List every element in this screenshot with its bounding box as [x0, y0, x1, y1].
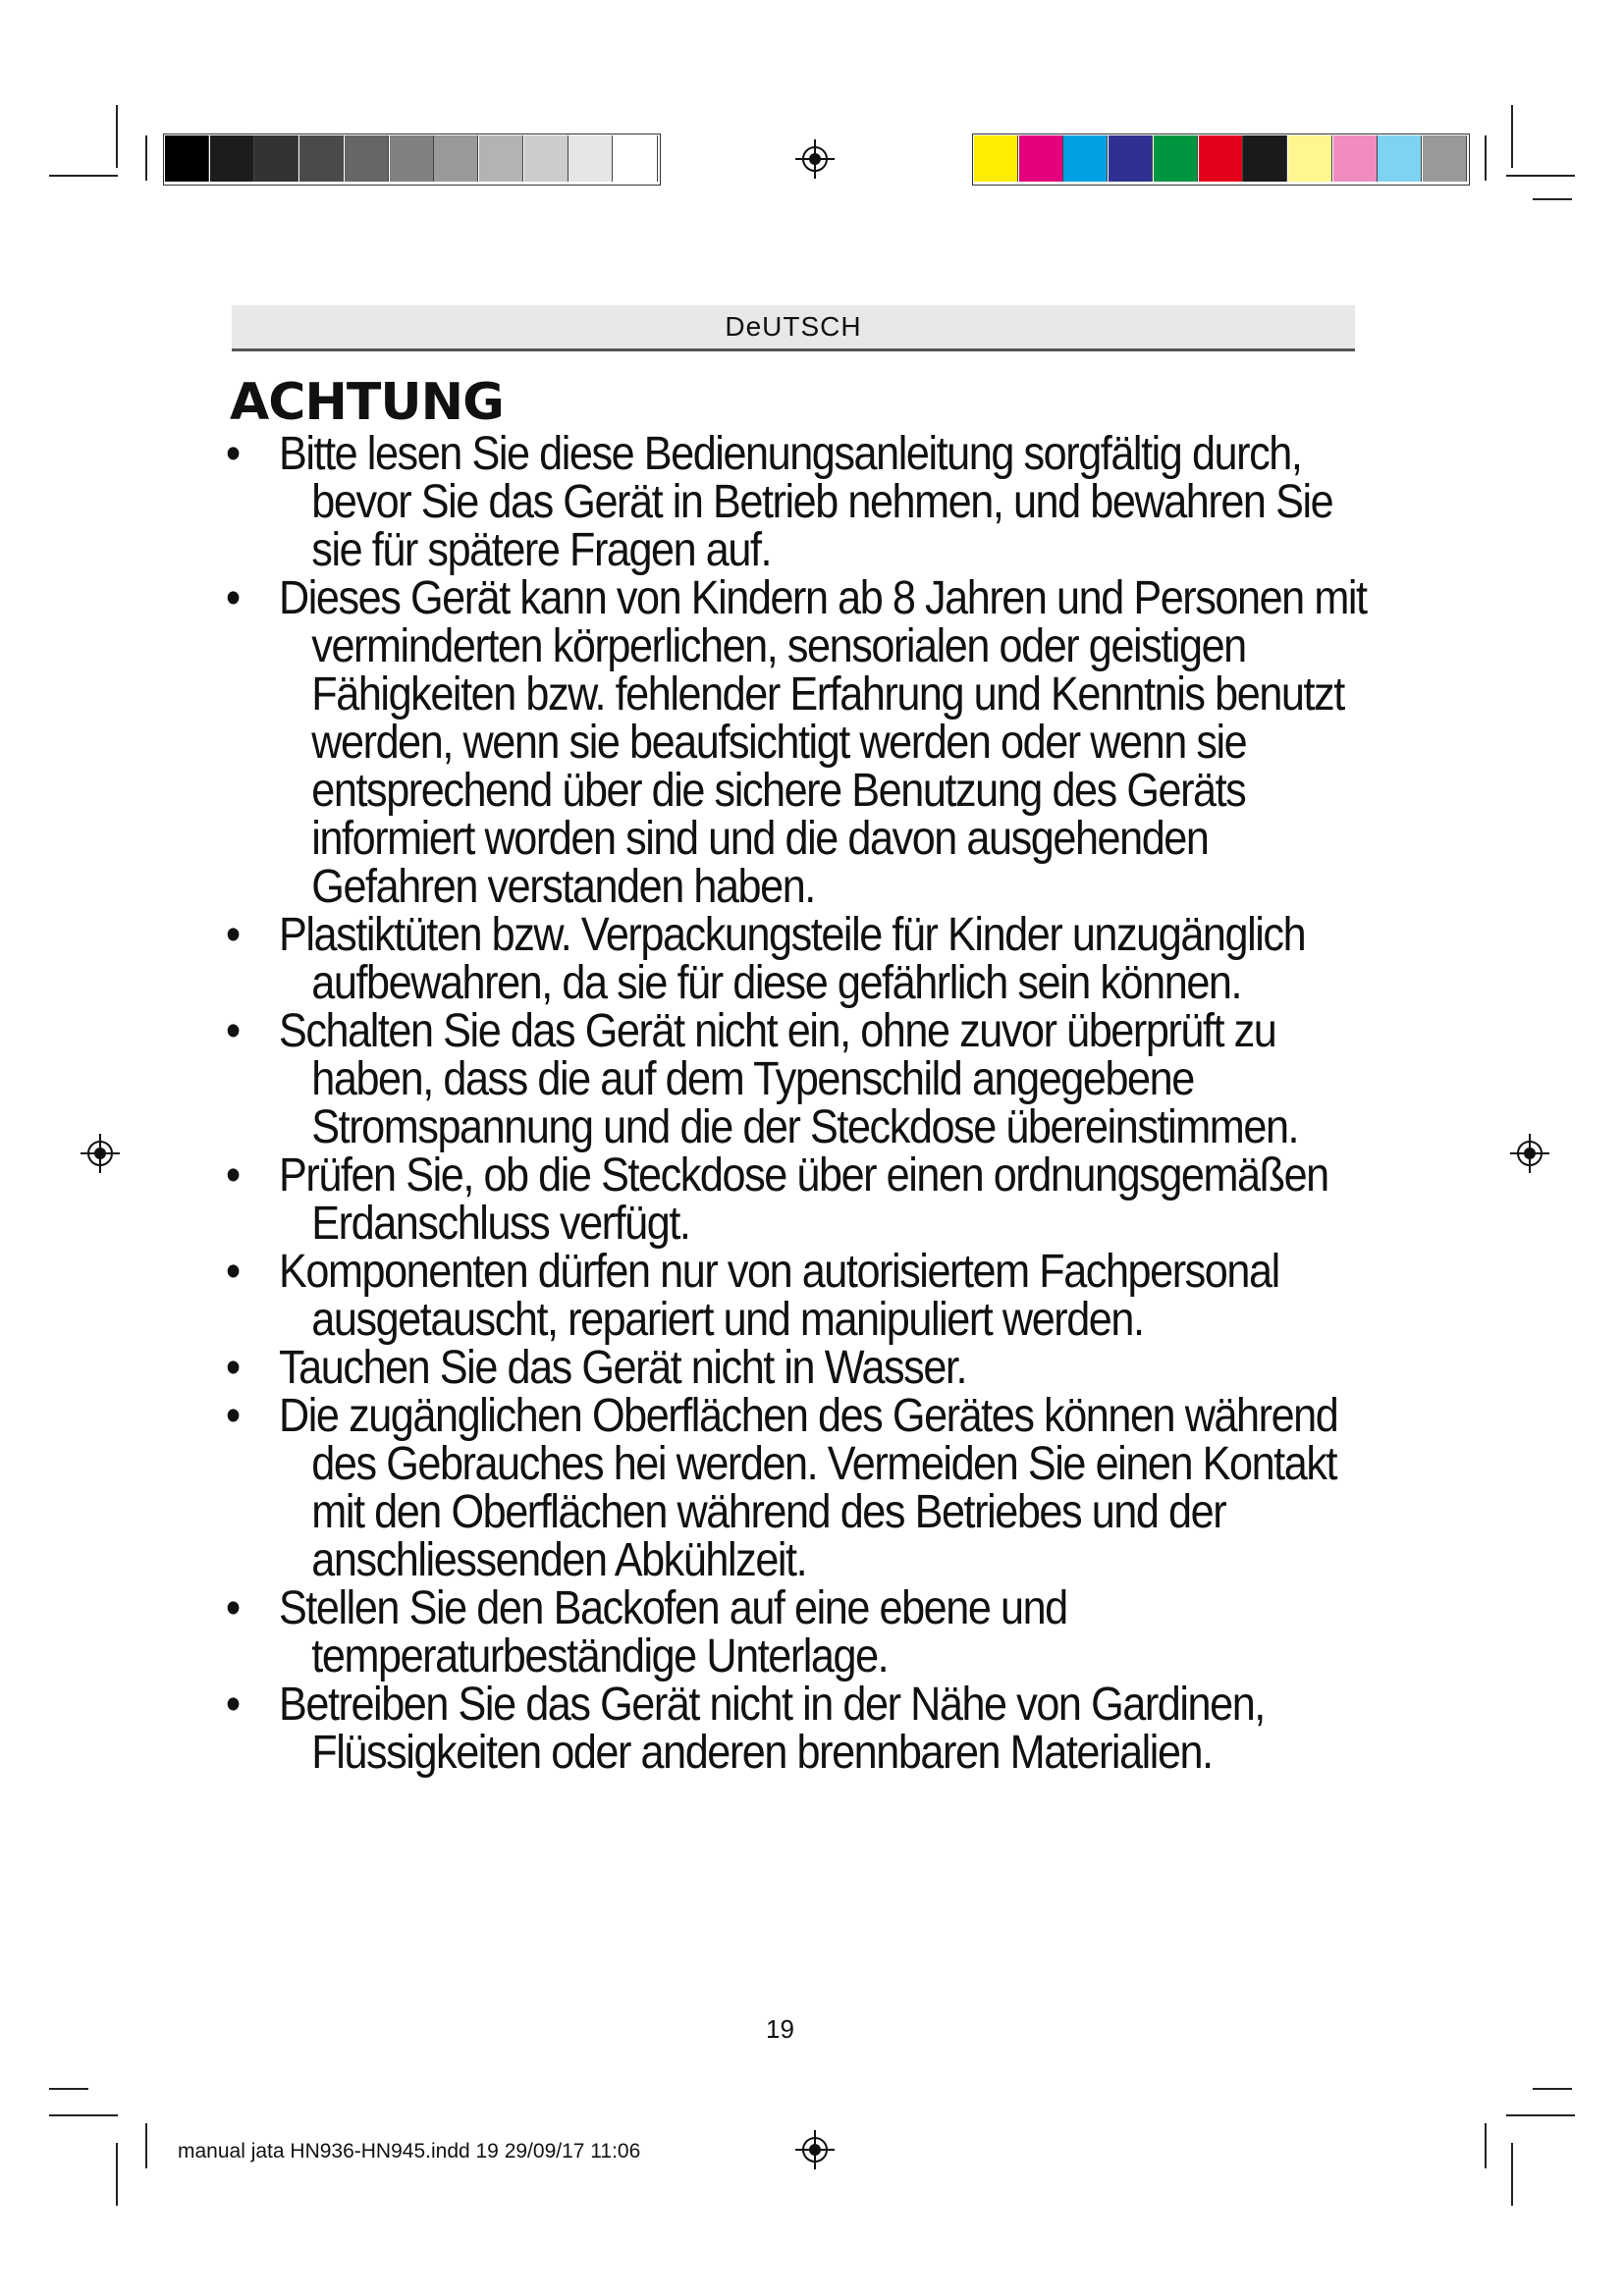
list-item: [226, 1584, 1375, 1681]
list-item: [226, 1007, 1375, 1151]
list-item: [226, 1344, 1375, 1392]
registration-mark-icon: [795, 139, 835, 179]
file-info: manual jata HN936-HN945.indd 19 29/09/17 11:06: [178, 2140, 641, 2163]
list-item-text: Plastiktüten bzw. Verpackungsteile für Kinder unzugänglich aufbewahren, da sie für diese gefährlich sein können.: [279, 909, 1306, 1009]
list-item: [226, 430, 1375, 574]
list-item-text: Bitte lesen Sie diese Bedienungsanleitung sorgfältig durch, bevor Sie das Gerät in Betrieb nehmen, und bewahren Sie sie für spätere Fragen auf.: [279, 428, 1333, 576]
list-item: [226, 1248, 1375, 1344]
bullet-icon: •: [226, 428, 240, 480]
process-color-swatch: [1288, 135, 1332, 182]
bullet-icon: •: [226, 1582, 240, 1634]
section-heading: ACHTUNG: [230, 373, 504, 432]
grayscale-swatch: [524, 135, 568, 182]
list-item-text: Komponenten dürfen nur von autorisiertem Fachpersonal ausgetauscht, repariert und manipuliert werden.: [279, 1246, 1279, 1346]
bullet-icon: •: [226, 1005, 240, 1057]
bullet-icon: •: [226, 1246, 240, 1298]
bullet-icon: •: [226, 1149, 240, 1201]
bullet-icon: •: [226, 1679, 240, 1731]
list-item-text: Dieses Gerät kann von Kindern ab 8 Jahren und Personen mit verminderten körperlichen, sensorialen oder geistigen Fähigkeiten bzw. fehlender Erfahrung und Kenntnis benutzt werden, wenn sie beaufsichtigt werden oder wenn sie entsprechend über die sichere Benutzung des Geräts informiert worden sind und die davon ausgehenden Gefahren verstanden haben.: [279, 572, 1367, 913]
grayscale-swatch: [479, 135, 523, 182]
registration-mark-icon: [795, 2130, 835, 2169]
process-color-swatch: [1109, 135, 1153, 182]
registration-mark-icon: [81, 1134, 120, 1173]
process-color-swatch: [1333, 135, 1378, 182]
process-color-swatch: [1063, 135, 1108, 182]
list-item: [226, 574, 1375, 911]
grayscale-swatch: [390, 135, 434, 182]
list-item-text: Tauchen Sie das Gerät nicht in Wasser.: [279, 1342, 967, 1394]
list-item: [226, 1681, 1375, 1777]
grayscale-swatch: [210, 135, 254, 182]
list-item-text: Stellen Sie den Backofen auf eine ebene und temperaturbeständige Unterlage.: [279, 1582, 1067, 1682]
grayscale-swatch: [568, 135, 613, 182]
bullet-icon: •: [226, 572, 240, 624]
bullet-icon: •: [226, 1342, 240, 1394]
grayscale-swatch: [254, 135, 298, 182]
grayscale-swatch: [614, 135, 658, 182]
process-color-swatch: [1423, 135, 1467, 182]
list-item-text: Prüfen Sie, ob die Steckdose über einen ordnungsgemäßen Erdanschluss verfügt.: [279, 1149, 1328, 1250]
list-item: [226, 1392, 1375, 1584]
list-item-text: Die zugänglichen Oberflächen des Gerätes können während des Gebrauches hei werden. Vermeiden Sie einen Kontakt mit den Oberflächen während des Betriebes und der anschliessenden Abkühlzeit.: [279, 1390, 1338, 1586]
grayscale-bar: [163, 133, 661, 186]
process-color-swatch: [1243, 135, 1287, 182]
grayscale-swatch: [434, 135, 478, 182]
language-header: DeUTSCH: [232, 305, 1355, 351]
page-number: 19: [766, 2014, 794, 2044]
list-item-text: Schalten Sie das Gerät nicht ein, ohne zuvor überprüft zu haben, dass die auf dem Typenschild angegebene Stromspannung und die der Steckdose übereinstimmen.: [279, 1005, 1299, 1153]
process-color-bar: [972, 133, 1470, 186]
list-item: [226, 911, 1375, 1007]
process-color-swatch: [1154, 135, 1198, 182]
process-color-swatch: [1199, 135, 1243, 182]
registration-mark-icon: [1510, 1134, 1549, 1173]
grayscale-swatch: [345, 135, 389, 182]
bullet-icon: •: [226, 909, 240, 961]
grayscale-swatch: [299, 135, 344, 182]
list-item: [226, 1151, 1375, 1248]
process-color-swatch: [1378, 135, 1422, 182]
bullet-icon: •: [226, 1390, 240, 1442]
process-color-swatch: [974, 135, 1018, 182]
warning-list: [226, 428, 1367, 1779]
process-color-swatch: [1019, 135, 1063, 182]
grayscale-swatch: [165, 135, 209, 182]
list-item-text: Betreiben Sie das Gerät nicht in der Nähe von Gardinen, Flüssigkeiten oder anderen brennbaren Materialien.: [279, 1679, 1265, 1779]
